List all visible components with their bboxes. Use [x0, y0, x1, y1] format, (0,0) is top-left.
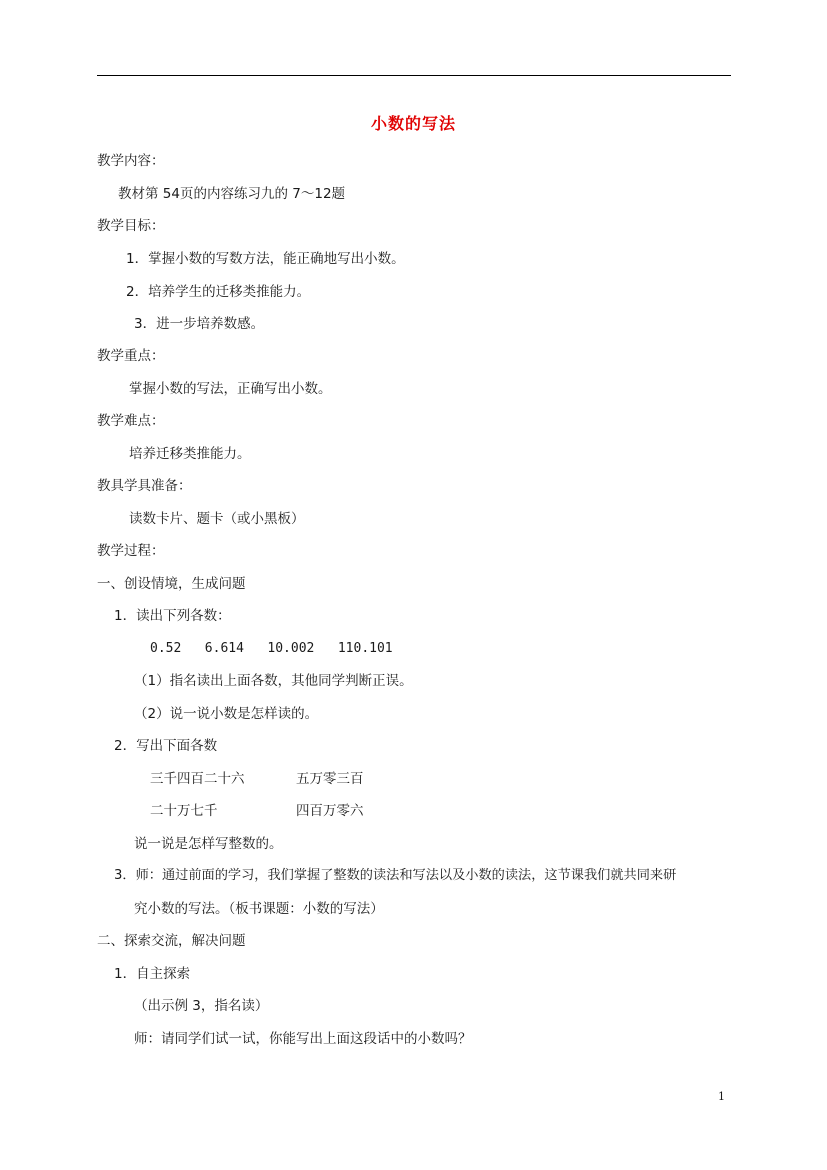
- body-line: 培养迁移类推能力。: [129, 446, 251, 462]
- list-item: 1．读出下列各数：: [114, 608, 231, 624]
- goal-item-2: 2．培养学生的迁移类推能力。: [126, 284, 311, 300]
- number-words-cell: 二十万七千: [150, 803, 218, 819]
- list-item: （1）指名读出上面各数，其他同学判断正误。: [134, 673, 413, 689]
- body-line: 师：请同学们试一试，你能写出上面这段话中的小数吗？: [134, 1031, 472, 1047]
- section-heading-key-point: 教学重点：: [97, 348, 165, 364]
- body-line: 说一说是怎样写整数的。: [134, 836, 283, 852]
- number-words-cell: 四百万零六: [296, 803, 364, 819]
- body-line: 读数卡片、题卡（或小黑板）: [129, 511, 305, 527]
- number-words-cell: 三千四百二十六: [150, 771, 245, 787]
- list-item: 1．自主探索: [114, 966, 191, 982]
- page-number: 1: [718, 1090, 725, 1103]
- body-line: 掌握小数的写法，正确写出小数。: [129, 381, 332, 397]
- goal-item-3: 3．进一步培养数感。: [134, 316, 265, 332]
- section-heading-materials: 教具学具准备：: [97, 478, 192, 494]
- subsection-heading-1: 一、创设情境，生成问题: [97, 576, 246, 592]
- document-title: 小数的写法: [370, 114, 456, 133]
- section-heading-content: 教学内容：: [97, 153, 165, 169]
- section-heading-process: 教学过程：: [97, 543, 165, 559]
- number-list: 0.52 6.614 10.002 110.101: [150, 641, 393, 656]
- header-rule: [97, 75, 731, 76]
- subsection-heading-2: 二、探索交流，解决问题: [97, 933, 246, 949]
- list-item: 2．写出下面各数: [114, 738, 218, 754]
- number-words-cell: 五万零三百: [296, 771, 364, 787]
- section-heading-difficulty: 教学难点：: [97, 413, 165, 429]
- goal-item-1: 1．掌握小数的写数方法，能正确地写出小数。: [126, 251, 405, 267]
- body-line: （出示例 3，指名读）: [134, 998, 269, 1014]
- body-line: 教材第 54页的内容练习九的 7～12题: [118, 186, 346, 202]
- list-item: （2）说一说小数是怎样读的。: [134, 706, 319, 722]
- section-heading-goals: 教学目标：: [97, 218, 165, 234]
- list-item: 3．师：通过前面的学习，我们掌握了整数的读法和写法以及小数的读法，这节课我们就共同来研: [114, 868, 677, 883]
- body-line: 究小数的写法。（板书课题：小数的写法）: [134, 901, 384, 917]
